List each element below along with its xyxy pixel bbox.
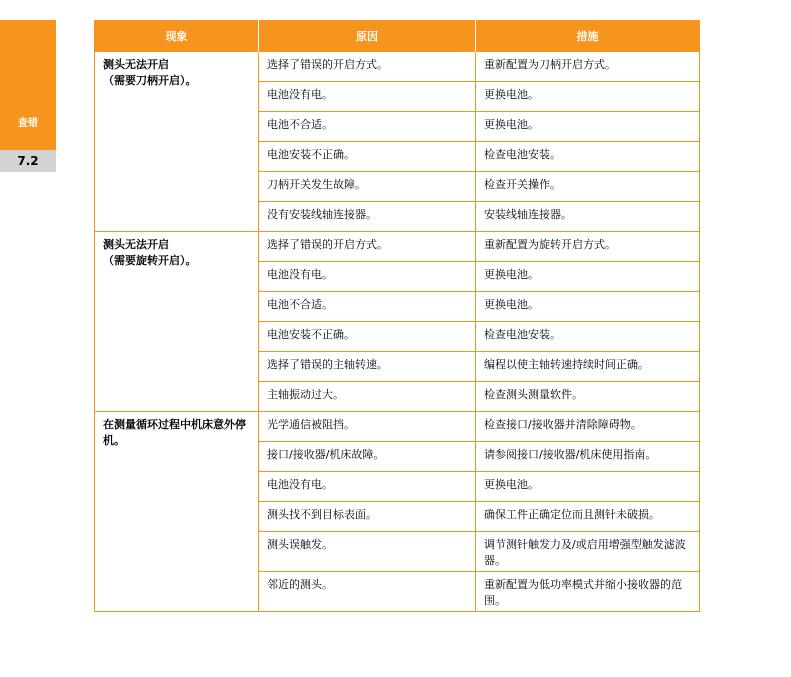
cause-cell: 光学通信被阻挡。 <box>259 412 476 442</box>
header-action: 措施 <box>476 21 700 52</box>
action-cell: 确保工件正确定位而且测针未破损。 <box>476 502 700 532</box>
cause-cell: 选择了错误的开启方式。 <box>259 52 476 82</box>
action-cell: 更换电池。 <box>476 292 700 322</box>
action-cell: 检查接口/接收器并清除障碍物。 <box>476 412 700 442</box>
table-row <box>95 52 700 82</box>
symptom-cell: 测头无法开启 （需要旋转开启）。 <box>95 232 259 412</box>
chapter-tab-label: 查错 <box>18 118 38 129</box>
cause-cell: 测头误触发。 <box>259 532 476 572</box>
cause-cell: 选择了错误的主轴转速。 <box>259 352 476 382</box>
symptom-cell: 在测量循环过程中机床意外停机。 <box>95 412 259 612</box>
table-row <box>95 232 700 262</box>
cause-cell: 主轴振动过大。 <box>259 382 476 412</box>
cause-cell: 电池没有电。 <box>259 472 476 502</box>
cause-cell: 电池没有电。 <box>259 82 476 112</box>
cause-cell: 选择了错误的开启方式。 <box>259 232 476 262</box>
cause-cell: 电池不合适。 <box>259 112 476 142</box>
action-cell: 编程以使主轴转速持续时间正确。 <box>476 352 700 382</box>
action-cell: 重新配置为低功率模式并缩小接收器的范围。 <box>476 572 700 612</box>
cause-cell: 电池安装不正确。 <box>259 322 476 352</box>
action-cell: 检查电池安装。 <box>476 142 700 172</box>
cause-cell: 电池安装不正确。 <box>259 142 476 172</box>
table-row <box>95 412 700 442</box>
table-header-row <box>95 21 700 52</box>
action-cell: 调节测针触发力及/或启用增强型触发滤波器。 <box>476 532 700 572</box>
section-number: 7.2 <box>0 150 56 172</box>
header-cause: 原因 <box>259 21 476 52</box>
action-cell: 更换电池。 <box>476 112 700 142</box>
cause-cell: 邻近的测头。 <box>259 572 476 612</box>
header-symptom: 现象 <box>95 21 259 52</box>
cause-cell: 电池没有电。 <box>259 262 476 292</box>
action-cell: 检查测头测量软件。 <box>476 382 700 412</box>
cause-cell: 接口/接收器/机床故障。 <box>259 442 476 472</box>
symptom-cell: 测头无法开启 （需要刀柄开启）。 <box>95 52 259 232</box>
troubleshooting-table <box>94 20 700 612</box>
cause-cell: 测头找不到目标表面。 <box>259 502 476 532</box>
action-cell: 请参阅接口/接收器/机床使用指南。 <box>476 442 700 472</box>
action-cell: 更换电池。 <box>476 82 700 112</box>
cause-cell: 刀柄开关发生故障。 <box>259 172 476 202</box>
action-cell: 重新配置为刀柄开启方式。 <box>476 52 700 82</box>
action-cell: 更换电池。 <box>476 472 700 502</box>
action-cell: 检查电池安装。 <box>476 322 700 352</box>
chapter-tab <box>0 20 56 150</box>
action-cell: 更换电池。 <box>476 262 700 292</box>
cause-cell: 没有安装线轴连接器。 <box>259 202 476 232</box>
action-cell: 安装线轴连接器。 <box>476 202 700 232</box>
action-cell: 检查开关操作。 <box>476 172 700 202</box>
action-cell: 重新配置为旋转开启方式。 <box>476 232 700 262</box>
cause-cell: 电池不合适。 <box>259 292 476 322</box>
